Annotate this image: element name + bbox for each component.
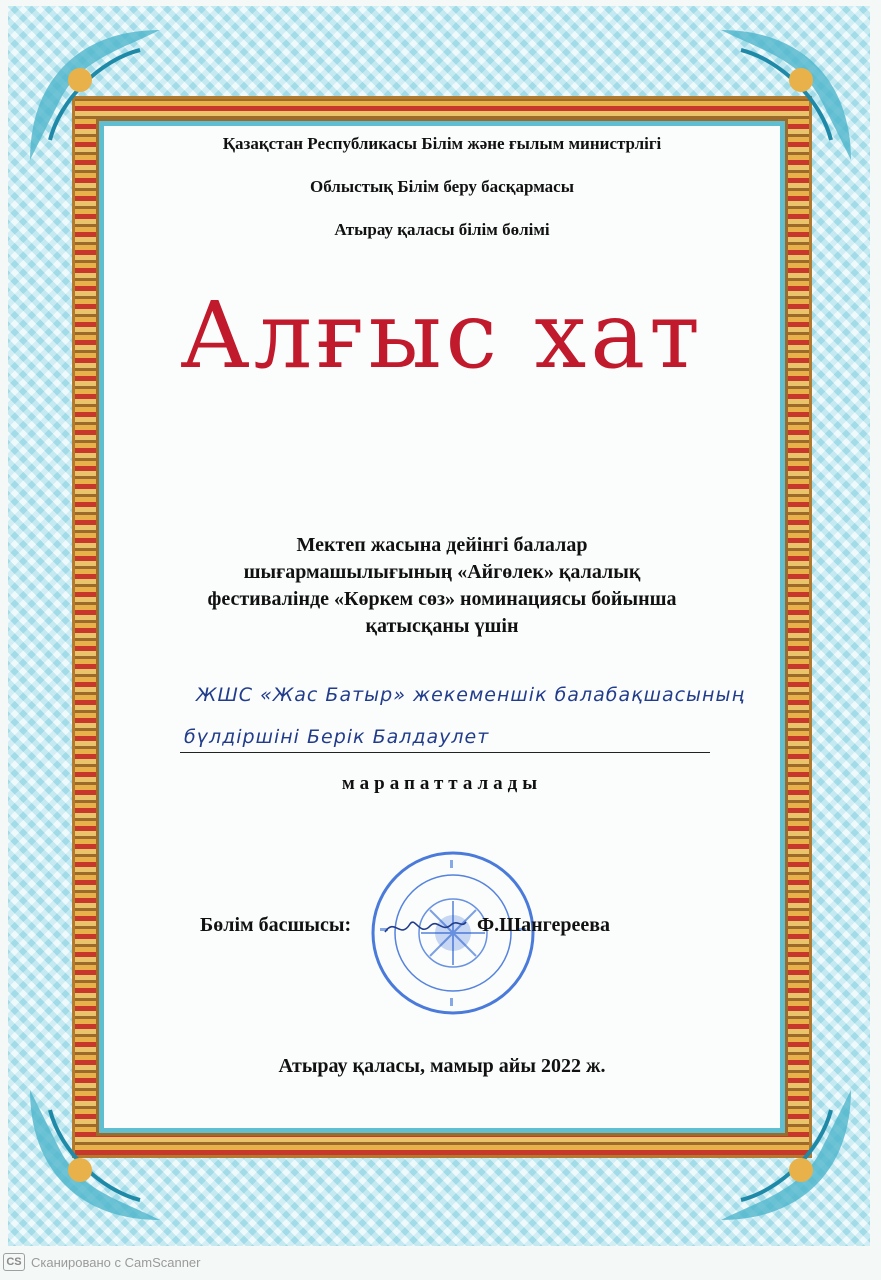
signatory-name: Ф.Шангереева xyxy=(477,914,611,936)
handwritten-recipient-line2: бүлдіршіні Берік Балдаулет xyxy=(184,726,490,748)
header-ministry: Қазақстан Республикасы Білім және ғылым министрлігі xyxy=(222,134,662,153)
handwritten-recipient-line1: ЖШС «Жас Батыр» жекеменшік балабақшасының xyxy=(196,684,746,706)
awarded-text: марапатталады xyxy=(341,773,543,794)
scanner-watermark-text: Сканировано с CamScanner xyxy=(31,1254,201,1270)
certificate-title: Алғыс хат xyxy=(180,282,704,389)
award-reason-line: қатысқаны үшін xyxy=(365,615,519,637)
award-reason-line: фестивалінде «Көркем сөз» номинациясы бойынша xyxy=(207,588,677,610)
header-department: Облыстық Білім беру басқармасы xyxy=(310,177,574,196)
award-reason-line: Мектеп жасына дейінгі балалар xyxy=(296,534,588,556)
signature-label: Бөлім басшысы: xyxy=(200,914,352,936)
camscanner-logo-icon: CS xyxy=(3,1253,25,1271)
header-city-office: Атырау қаласы білім бөлімі xyxy=(334,220,550,239)
award-reason xyxy=(150,532,734,640)
scanner-watermark xyxy=(0,1249,200,1275)
recipient-underline xyxy=(180,752,710,753)
handwritten-signature xyxy=(380,912,470,942)
place-and-date: Атырау қаласы, мамыр айы 2022 ж. xyxy=(278,1055,606,1077)
award-reason-line: шығармашылығының «Айгөлек» қалалық xyxy=(243,561,641,583)
